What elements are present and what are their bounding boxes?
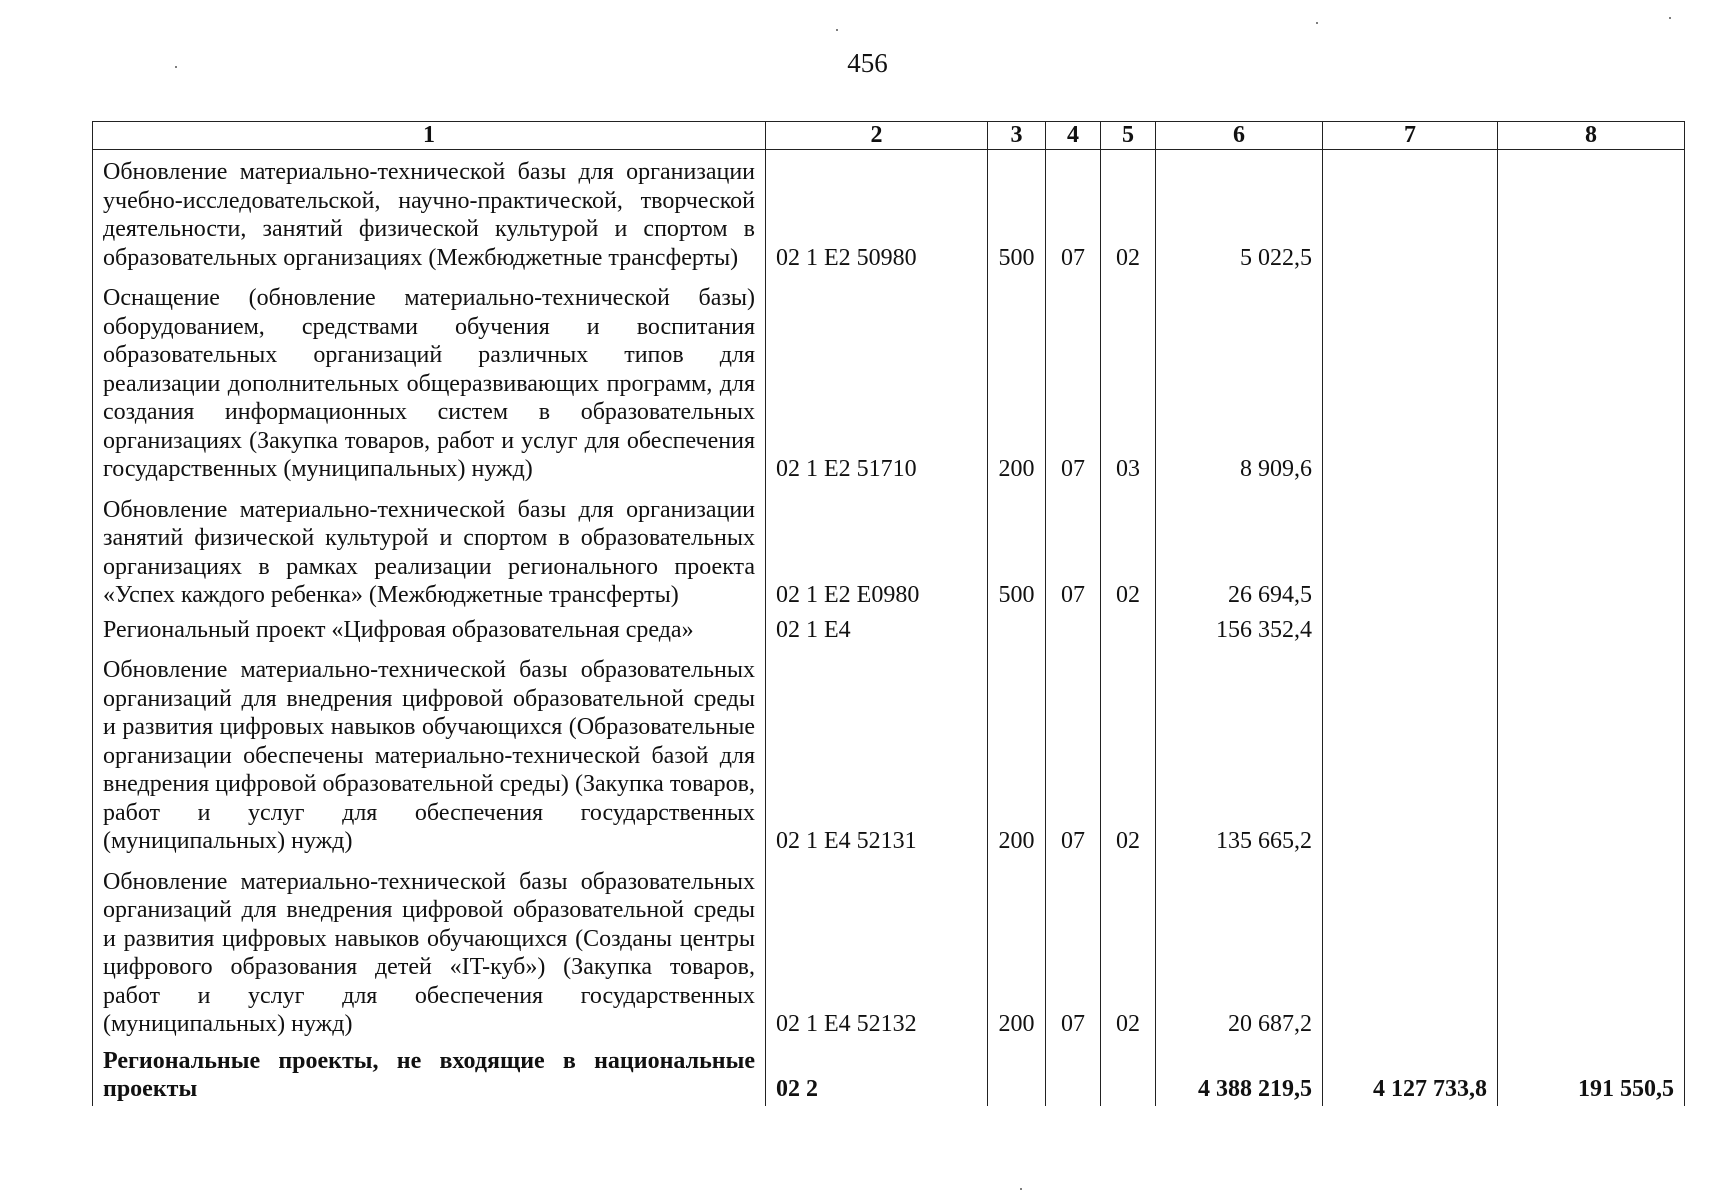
row-col-8 — [1498, 486, 1685, 612]
row-col-3 — [988, 612, 1046, 647]
table-row — [93, 150, 1685, 275]
table-row — [93, 274, 1685, 486]
header-col-4: 4 — [1046, 122, 1101, 150]
table-header-row — [93, 122, 1685, 150]
row-col-3: 500 — [988, 150, 1046, 275]
row-col-4 — [1046, 612, 1101, 647]
header-col-5: 5 — [1101, 122, 1156, 150]
row-col-8 — [1498, 612, 1685, 647]
total-col-3 — [988, 1041, 1046, 1106]
row-col-6: 5 022,5 — [1156, 150, 1323, 275]
total-row — [93, 1041, 1685, 1106]
scan-speck — [1020, 1188, 1022, 1190]
row-col-6: 20 687,2 — [1156, 858, 1323, 1041]
row-col-7 — [1323, 858, 1498, 1041]
row-description: Обновление материально-технической базы для организации учебно-исследовательской, научно-практической, творческой деятельности, занятий физической культурой и спортом в образовательных организациях (Межбюджетные трансферты) — [93, 150, 766, 275]
row-col-6: 8 909,6 — [1156, 274, 1323, 486]
row-description: Обновление материально-технической базы образовательных организаций для внедрения цифровой образовательной среды и развития цифровых навыков обучающихся (Созданы центры цифрового образования детей «IT-куб») (Закупка товаров, работ и услуг для обеспечения государственных (муниципальных) нужд) — [93, 858, 766, 1041]
total-col-7: 4 127 733,8 — [1323, 1041, 1498, 1106]
row-code: 02 1 E4 52132 — [766, 858, 988, 1041]
scan-speck — [175, 66, 177, 68]
row-code: 02 1 E4 — [766, 612, 988, 647]
row-code: 02 1 E2 50980 — [766, 150, 988, 275]
row-col-7 — [1323, 274, 1498, 486]
row-col-5: 02 — [1101, 646, 1156, 858]
row-col-4: 07 — [1046, 646, 1101, 858]
page-number: 456 — [847, 48, 888, 78]
row-description: Обновление материально-технической базы для организации занятий физической культурой и спортом в образовательных организациях в рамках реализации регионального проекта «Успех каждого ребенка» (Межбюджетные трансферты) — [93, 486, 766, 612]
row-col-6: 156 352,4 — [1156, 612, 1323, 647]
row-col-5 — [1101, 612, 1156, 647]
scan-speck — [1669, 17, 1671, 19]
row-col-4: 07 — [1046, 274, 1101, 486]
header-col-7: 7 — [1323, 122, 1498, 150]
row-col-7 — [1323, 646, 1498, 858]
table-row — [93, 646, 1685, 858]
row-col-4: 07 — [1046, 858, 1101, 1041]
header-col-6: 6 — [1156, 122, 1323, 150]
row-col-8 — [1498, 274, 1685, 486]
total-code: 02 2 — [766, 1041, 988, 1106]
budget-table — [92, 121, 1685, 1106]
total-col-4 — [1046, 1041, 1101, 1106]
row-code: 02 1 E2 51710 — [766, 274, 988, 486]
header-col-8: 8 — [1498, 122, 1685, 150]
table-row — [93, 486, 1685, 612]
total-col-5 — [1101, 1041, 1156, 1106]
row-col-3: 500 — [988, 486, 1046, 612]
row-col-8 — [1498, 150, 1685, 275]
row-col-5: 02 — [1101, 858, 1156, 1041]
row-code: 02 1 E2 E0980 — [766, 486, 988, 612]
row-col-8 — [1498, 646, 1685, 858]
header-col-3: 3 — [988, 122, 1046, 150]
row-col-4: 07 — [1046, 486, 1101, 612]
row-col-3: 200 — [988, 646, 1046, 858]
total-description: Региональные проекты, не входящие в национальные проекты — [93, 1041, 766, 1106]
scan-speck — [1316, 22, 1318, 24]
row-col-3: 200 — [988, 274, 1046, 486]
total-col-6: 4 388 219,5 — [1156, 1041, 1323, 1106]
row-col-8 — [1498, 858, 1685, 1041]
table-row — [93, 858, 1685, 1041]
row-description: Оснащение (обновление материально-технической базы) оборудованием, средствами обучения и воспитания образовательных организаций различных типов для реализации дополнительных общеразвивающих программ, для создания информационных систем в образовательных организациях (Закупка товаров, работ и услуг для обеспечения государственных (муниципальных) нужд) — [93, 274, 766, 486]
scan-speck — [836, 29, 838, 31]
row-col-7 — [1323, 150, 1498, 275]
row-col-5: 03 — [1101, 274, 1156, 486]
row-col-7 — [1323, 486, 1498, 612]
row-col-6: 135 665,2 — [1156, 646, 1323, 858]
table-row — [93, 612, 1685, 647]
row-col-3: 200 — [988, 858, 1046, 1041]
row-col-4: 07 — [1046, 150, 1101, 275]
row-col-5: 02 — [1101, 150, 1156, 275]
total-col-8: 191 550,5 — [1498, 1041, 1685, 1106]
row-code: 02 1 E4 52131 — [766, 646, 988, 858]
header-col-2: 2 — [766, 122, 988, 150]
row-col-6: 26 694,5 — [1156, 486, 1323, 612]
row-col-5: 02 — [1101, 486, 1156, 612]
row-col-7 — [1323, 612, 1498, 647]
header-col-1: 1 — [93, 122, 766, 150]
row-description: Региональный проект «Цифровая образовательная среда» — [93, 612, 766, 647]
row-description: Обновление материально-технической базы образовательных организаций для внедрения цифровой образовательной среды и развития цифровых навыков обучающихся (Образовательные организации обеспечены материально-технической базой для внедрения цифровой образовательной среды) (Закупка товаров, работ и услуг для обеспечения государственных (муниципальных) нужд) — [93, 646, 766, 858]
